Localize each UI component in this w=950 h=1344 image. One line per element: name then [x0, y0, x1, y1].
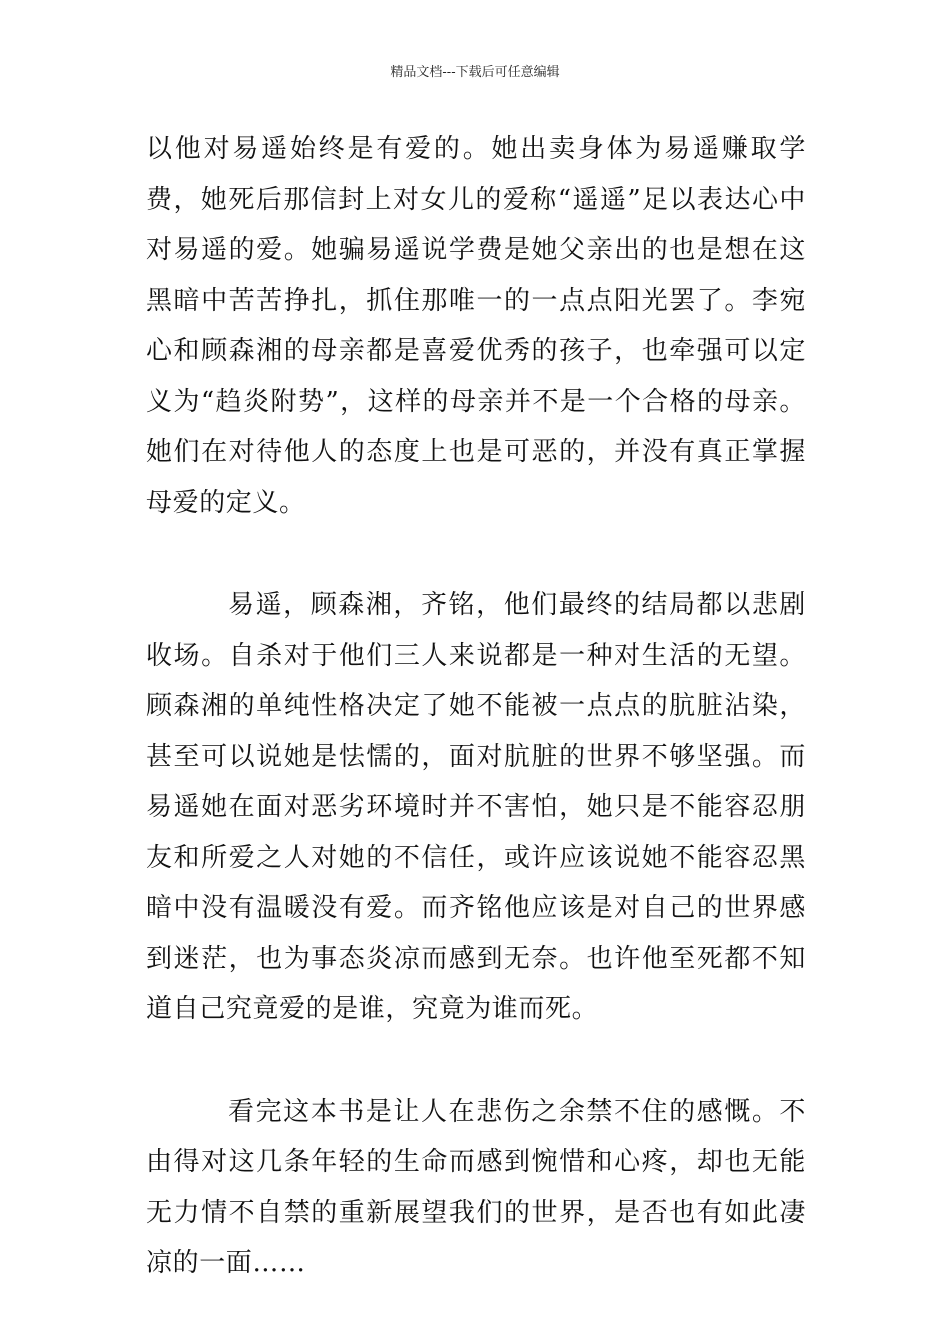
page-header: 精品文档---下载后可任意编辑 — [390, 65, 560, 80]
document-body — [146, 124, 806, 1289]
paragraph-3: 看完这本书是让人在悲伤之余禁不住的感慨。不由得对这几条年轻的生命而感到惋惜和心疼，却也无能无力情不自禁的重新展望我们的世界，是否也有如此凄凉的一面…… — [146, 1096, 806, 1278]
paragraph-1: 以他对易遥始终是有爱的。她出卖身体为易遥赚取学费，她死后那信封上对女儿的爱称“遥遥”足以表达心中对易遥的爱。她骗易遥说学费是她父亲出的也是想在这黑暗中苦苦挣扎，抓住那唯一的一点点阳光罢了。李宛心和顾森湘的母亲都是喜爱优秀的孩子，也牵强可以定义为“趋炎附势”，这样的母亲并不是一个合格的母亲。她们在对待他人的态度上也是可恶的，并没有真正掌握母爱的定义。 — [146, 134, 806, 518]
paragraph-2: 易遥，顾森湘，齐铭，他们最终的结局都以悲剧收场。自杀对于他们三人来说都是一种对生活的无望。顾森湘的单纯性格决定了她不能被一点点的肮脏沾染，甚至可以说她是怯懦的，面对肮脏的世界不够坚强。而易遥她在面对恶劣环境时并不害怕，她只是不能容忍朋友和所爱之人对她的不信任，或许应该说她不能容忍黑暗中没有温暖没有爱。而齐铭他应该是对自己的世界感到迷茫，也为事态炎凉而感到无奈。也许他至死都不知道自己究竟爱的是谁，究竟为谁而死。 — [146, 590, 806, 1024]
